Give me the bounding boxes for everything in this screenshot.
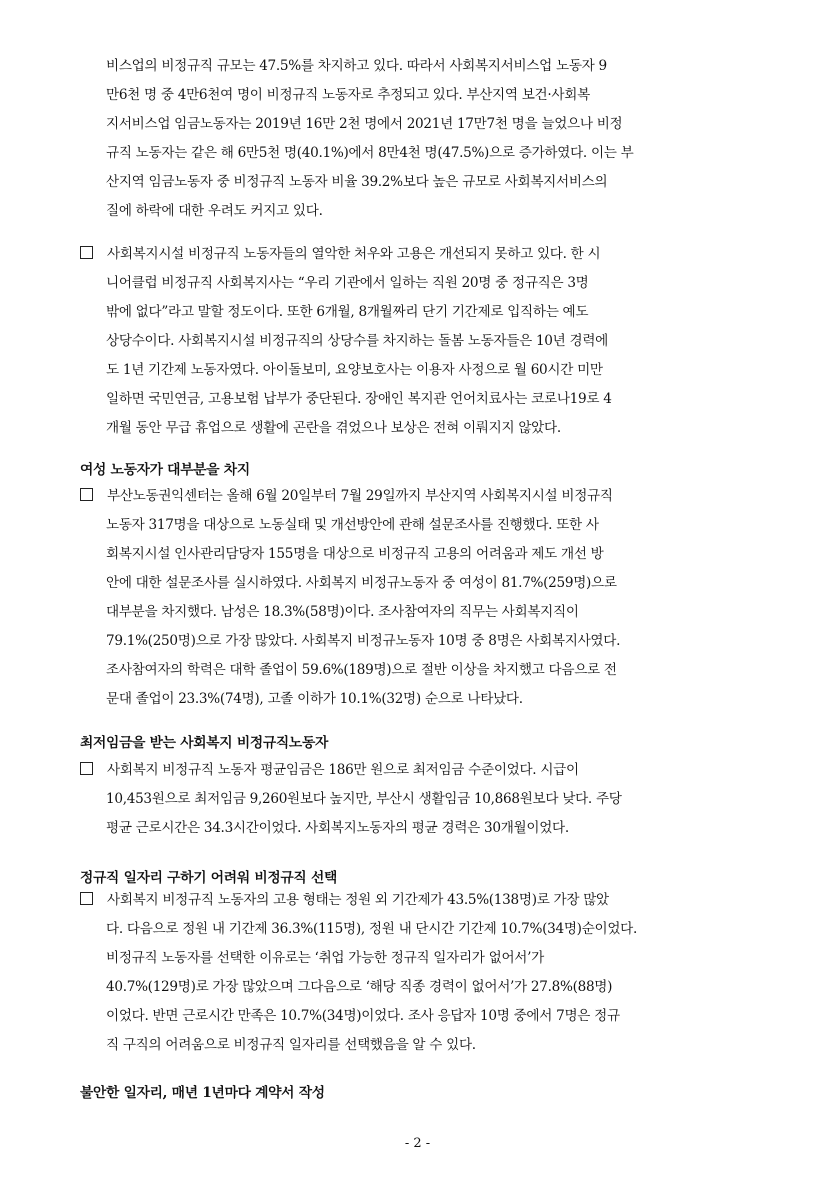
checkbox-bullet-icon	[80, 488, 93, 501]
text-line: 부산노동권익센터는 올해 6월 20일부터 7월 29일까지 부산지역 사회복지시설 비정규직	[107, 488, 613, 504]
text-line: 사회복지시설 비정규직 노동자들의 열악한 처우와 고용은 개선되지 못하고 있다. 한 시	[107, 246, 601, 262]
text-line: 개월 동안 무급 휴업으로 생활에 곤란을 겪었으나 보상은 전혀 이뤄지지 않았다.	[106, 420, 561, 436]
bullet-paragraph-wages	[80, 756, 756, 843]
text-line: 10,453원으로 최저임금 9,260원보다 높지만, 부산시 생활임금 10,868원보다 낮다. 주당	[106, 791, 622, 807]
text-line: 사회복지 비정규직 노동자의 고용 형태는 정원 외 기간제가 43.5%(138명)로 가장 많았	[107, 892, 609, 908]
text-line: 비정규직 노동자를 선택한 이유로는 ‘취업 가능한 정규직 일자리가 없어서’가	[106, 950, 544, 966]
checkbox-bullet-icon	[80, 246, 93, 259]
section-heading: 불안한 일자리, 매년 1년마다 계약서 작성	[80, 1085, 325, 1101]
text-line: 니어클럽 비정규직 사회복지사는 “우리 기관에서 일하는 직원 20명 중 정규직은 3명	[106, 275, 589, 291]
text-line: 만6천 명 중 4만6천여 명이 비정규직 노동자로 추정되고 있다. 부산지역 보건·사회복	[106, 87, 590, 103]
text-line: 비스업의 비정규직 규모는 47.5%를 차지하고 있다. 따라서 사회복지서비스업 노동자 9	[106, 58, 607, 74]
text-line: 문대 졸업이 23.3%(74명), 고졸 이하가 10.1%(32명) 순으로 나타났다.	[106, 691, 523, 707]
text-line: 사회복지 비정규직 노동자 평균임금은 186만 원으로 최저임금 수준이었다. 시급이	[107, 762, 579, 778]
checkbox-bullet-icon	[80, 762, 93, 775]
bullet-paragraph-survey	[80, 482, 756, 714]
section-heading: 최저임금을 받는 사회복지 비정규직노동자	[80, 735, 329, 751]
text-line: 질에 하락에 대한 우려도 커지고 있다.	[106, 203, 323, 219]
text-line: 조사참여자의 학력은 대학 졸업이 59.6%(189명)으로 절반 이상을 차지했고 다음으로 전	[106, 662, 617, 678]
text-line: 평균 근로시간은 34.3시간이었다. 사회복지노동자의 평균 경력은 30개월이었다.	[106, 820, 569, 836]
text-line: 일하면 국민연금, 고용보험 납부가 중단된다. 장애인 복지관 언어치료사는 코로나19로 4	[106, 391, 612, 407]
page-number: - 2 -	[404, 1136, 431, 1151]
text-line: 다. 다음으로 정원 내 기간제 36.3%(115명), 정원 내 단시간 기간제 10.7%(34명)순이었다.	[106, 921, 638, 937]
text-line: 40.7%(129명)로 가장 많았으며 그다음으로 ‘해당 직종 경력이 없어서’가 27.8%(88명)	[106, 979, 613, 995]
text-line: 규직 노동자는 같은 해 6만5천 명(40.1%)에서 8만4천 명(47.5%)으로 증가하였다. 이는 부	[106, 145, 634, 161]
bullet-paragraph-working-conditions	[80, 240, 756, 443]
section-heading: 여성 노동자가 대부분을 차지	[80, 462, 250, 478]
text-line: 이었다. 반면 근로시간 만족은 10.7%(34명)이었다. 조사 응답자 10명 중에서 7명은 정규	[106, 1008, 620, 1024]
bullet-paragraph-employment-type	[80, 886, 756, 1060]
text-line: 도 1년 기간제 노동자였다. 아이돌보미, 요양보호사는 이용자 사정으로 월 60시간 미만	[106, 362, 603, 378]
text-line: 산지역 임금노동자 중 비정규직 노동자 비율 39.2%보다 높은 규모로 사회복지서비스의	[106, 174, 608, 190]
text-line: 대부분을 차지했다. 남성은 18.3%(58명)이다. 조사참여자의 직무는 사회복지직이	[106, 604, 579, 620]
checkbox-bullet-icon	[80, 892, 93, 905]
section-heading: 정규직 일자리 구하기 어려워 비정규직 선택	[80, 870, 338, 886]
text-line: 회복지시설 인사관리담당자 155명을 대상으로 비정규직 고용의 어려움과 제도 개선 방	[106, 546, 604, 562]
text-line: 노동자 317명을 대상으로 노동실태 및 개선방안에 관해 설문조사를 진행했다. 또한 사	[106, 517, 599, 533]
intro-paragraph	[106, 52, 756, 226]
text-line: 안에 대한 설문조사를 실시하였다. 사회복지 비정규노동자 중 여성이 81.7%(259명)으로	[106, 575, 617, 591]
text-line: 직 구직의 어려움으로 비정규직 일자리를 선택했음을 알 수 있다.	[106, 1037, 476, 1053]
text-line: 79.1%(250명)으로 가장 많았다. 사회복지 비정규노동자 10명 중 8명은 사회복지사였다.	[106, 633, 621, 649]
text-line: 상당수이다. 사회복지시설 비정규직의 상당수를 차지하는 돌봄 노동자들은 10년 경력에	[106, 333, 608, 349]
text-line: 밖에 없다”라고 말할 정도이다. 또한 6개월, 8개월짜리 단기 기간제로 입직하는 예도	[106, 304, 589, 320]
text-line: 지서비스업 임금노동자는 2019년 16만 2천 명에서 2021년 17만7천 명을 늘었으나 비정	[106, 116, 623, 132]
